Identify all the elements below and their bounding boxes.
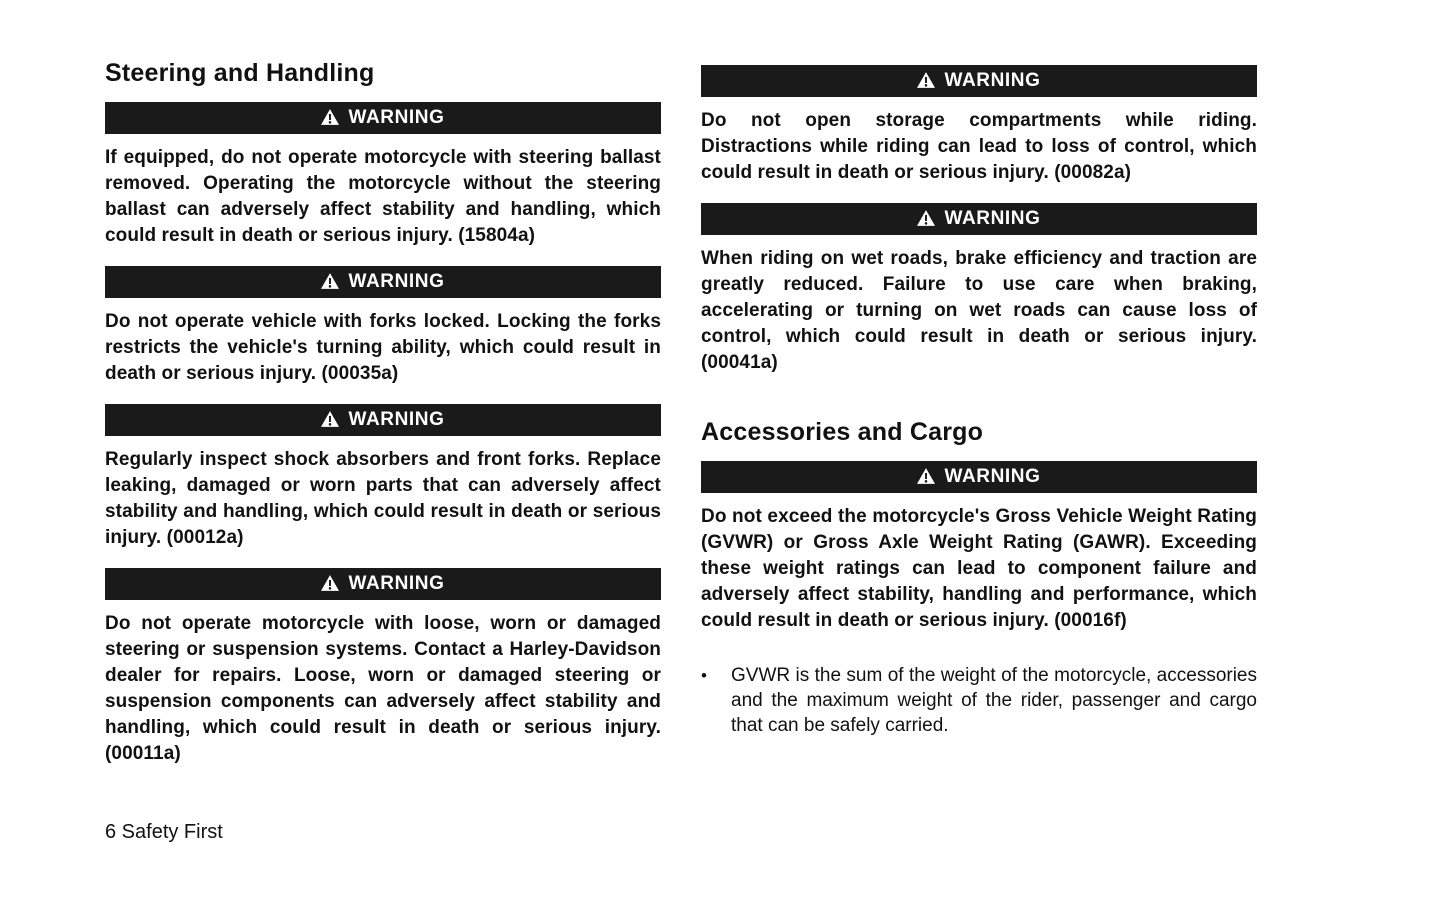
list-item: [701, 663, 1257, 738]
warning-triangle-icon: [917, 210, 935, 226]
warning-triangle-icon: [321, 109, 339, 125]
page-footer: 6 Safety First: [105, 821, 223, 843]
bullet-marker: •: [701, 666, 707, 685]
warning-text: Do not exceed the motorcycle's Gross Vehicle Weight Rating (GVWR) or Gross Axle Weight Rating (GAWR). Exceeding these weight ratings can lead to component failure and adversely affect stability, handling and performance, which could result in death or serious injury. (00016f): [701, 506, 1257, 631]
warning-triangle-icon: [321, 411, 339, 427]
warning-bar: [105, 404, 661, 436]
warning-bar-label: WARNING: [944, 466, 1041, 487]
warning-text: If equipped, do not operate motorcycle with steering ballast removed. Operating the motorcycle without the steering ballast can adversely affect stability and handling, which could result in death or serious injury. (15804a): [105, 147, 661, 246]
left-column: [105, 58, 661, 767]
warning-text: When riding on wet roads, brake efficiency and traction are greatly reduced. Failure to use care when braking, accelerating or turning on wet roads can cause loss of control, which could result in death or serious injury. (00041a): [701, 248, 1257, 373]
warning-text: Do not open storage compartments while riding. Distractions while riding can lead to loss of control, which could result in death or serious injury. (00082a): [701, 110, 1257, 183]
warning-triangle-icon: [321, 575, 339, 591]
warning-bar: [701, 203, 1257, 235]
warning-bar-label: WARNING: [944, 208, 1041, 229]
warning-text: Regularly inspect shock absorbers and front forks. Replace leaking, damaged or worn parts that can adversely affect stability and handling, which could result in death or serious injury. (00012a): [105, 449, 661, 548]
section-heading-steering-and-handling: Steering and Handling: [105, 59, 375, 87]
warning-triangle-icon: [917, 72, 935, 88]
warning-triangle-icon: [321, 273, 339, 289]
warning-bar: [105, 266, 661, 298]
bullet-list: [701, 663, 1257, 738]
warning-bar: [105, 568, 661, 600]
warning-bar-label: WARNING: [348, 573, 445, 594]
warning-text: Do not operate motorcycle with loose, worn or damaged steering or suspension systems. Contact a Harley-Davidson dealer for repairs. Loose, worn or damaged steering or suspension components can adversely affect stability and handling, which could result in death or serious injury. (00011a): [105, 613, 661, 764]
warning-bar-label: WARNING: [348, 409, 445, 430]
right-column: [701, 65, 1257, 738]
warning-bar-label: WARNING: [944, 70, 1041, 91]
warning-bar: [701, 65, 1257, 97]
warning-bar-label: WARNING: [348, 271, 445, 292]
warning-bar: [701, 461, 1257, 493]
warning-bar-label: WARNING: [348, 107, 445, 128]
warning-triangle-icon: [917, 468, 935, 484]
warning-bar: [105, 102, 661, 134]
section-heading-accessories-and-cargo: Accessories and Cargo: [701, 418, 984, 446]
bullet-text: GVWR is the sum of the weight of the motorcycle, accessories and the maximum weight of the rider, passenger and cargo that can be safely carried.: [731, 665, 1257, 736]
warning-text: Do not operate vehicle with forks locked. Locking the forks restricts the vehicle's turning ability, which could result in death or serious injury. (00035a): [105, 311, 661, 384]
